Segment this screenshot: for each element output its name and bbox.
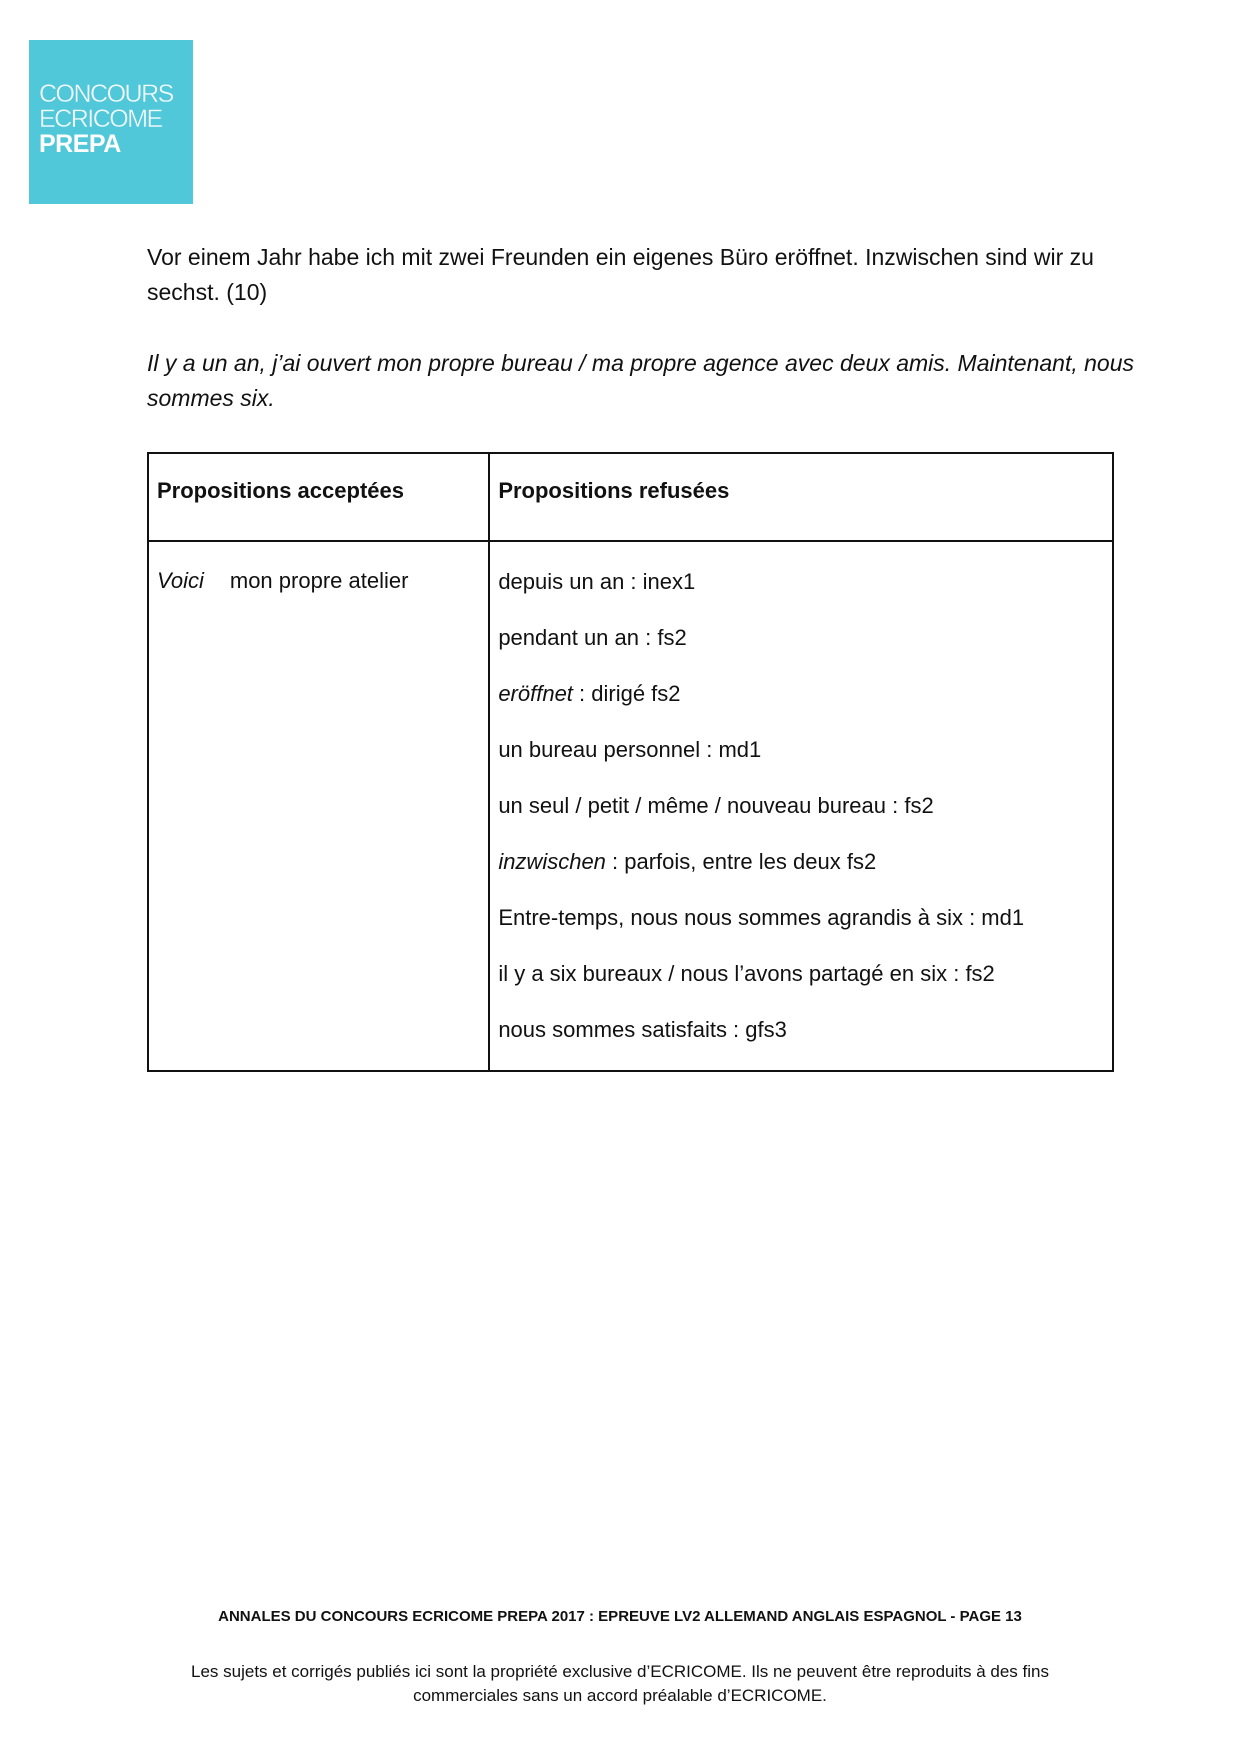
accepted-term: Voici (157, 568, 204, 593)
list-item: un bureau personnel : md1 (498, 737, 762, 762)
logo-line-ecricome: ECRICOME (39, 105, 162, 133)
refused-cell (489, 541, 1113, 1071)
list-item: nous sommes satisfaits : gfs3 (498, 1017, 787, 1042)
list-item: depuis un an : inex1 (498, 569, 696, 594)
logo-line-prepa: PREPA (39, 130, 121, 158)
propositions-table (147, 452, 1114, 1072)
list-item: inzwischen : parfois, entre les deux fs2 (498, 849, 877, 874)
logo-line-concours: CONCOURS (39, 80, 173, 108)
source-sentence: Vor einem Jahr habe ich mit zwei Freunden ein eigenes Büro eröffnet. Inzwischen sind wir zu sechst. (10) (147, 244, 1094, 305)
footer-copyright-note: Les sujets et corrigés publiés ici sont la propriété exclusive d’ECRICOME. Ils ne peuvent être reproduits à des fins commerciales sans un accord préalable d’ECRICOME. (191, 1662, 1049, 1705)
translation-sentence: Il y a un an, j’ai ouvert mon propre bureau / ma propre agence avec deux amis. Maintenant, nous sommes six. (147, 350, 1135, 411)
footer-title: ANNALES DU CONCOURS ECRICOME PREPA 2017 : EPREUVE LV2 ALLEMAND ANGLAIS ESPAGNOL - PAGE 13 (218, 1608, 1022, 1625)
list-item: il y a six bureaux / nous l’avons partagé en six : fs2 (498, 961, 995, 986)
table-header-row (148, 453, 1113, 541)
list-item: un seul / petit / même / nouveau bureau : fs2 (498, 793, 934, 818)
accepted-value: mon propre atelier (229, 568, 409, 593)
refused-list (498, 554, 1104, 1058)
header-refused: Propositions refusées (489, 453, 1113, 541)
ecricome-logo (29, 40, 193, 204)
header-accepted: Propositions acceptées (148, 453, 489, 541)
accepted-item (157, 566, 480, 596)
list-item: pendant un an : fs2 (498, 625, 687, 650)
list-item: eröffnet : dirigé fs2 (498, 681, 681, 706)
table-body-row (148, 541, 1113, 1071)
list-item: Entre-temps, nous nous sommes agrandis à six : md1 (498, 905, 1025, 930)
accepted-cell (148, 541, 489, 1071)
